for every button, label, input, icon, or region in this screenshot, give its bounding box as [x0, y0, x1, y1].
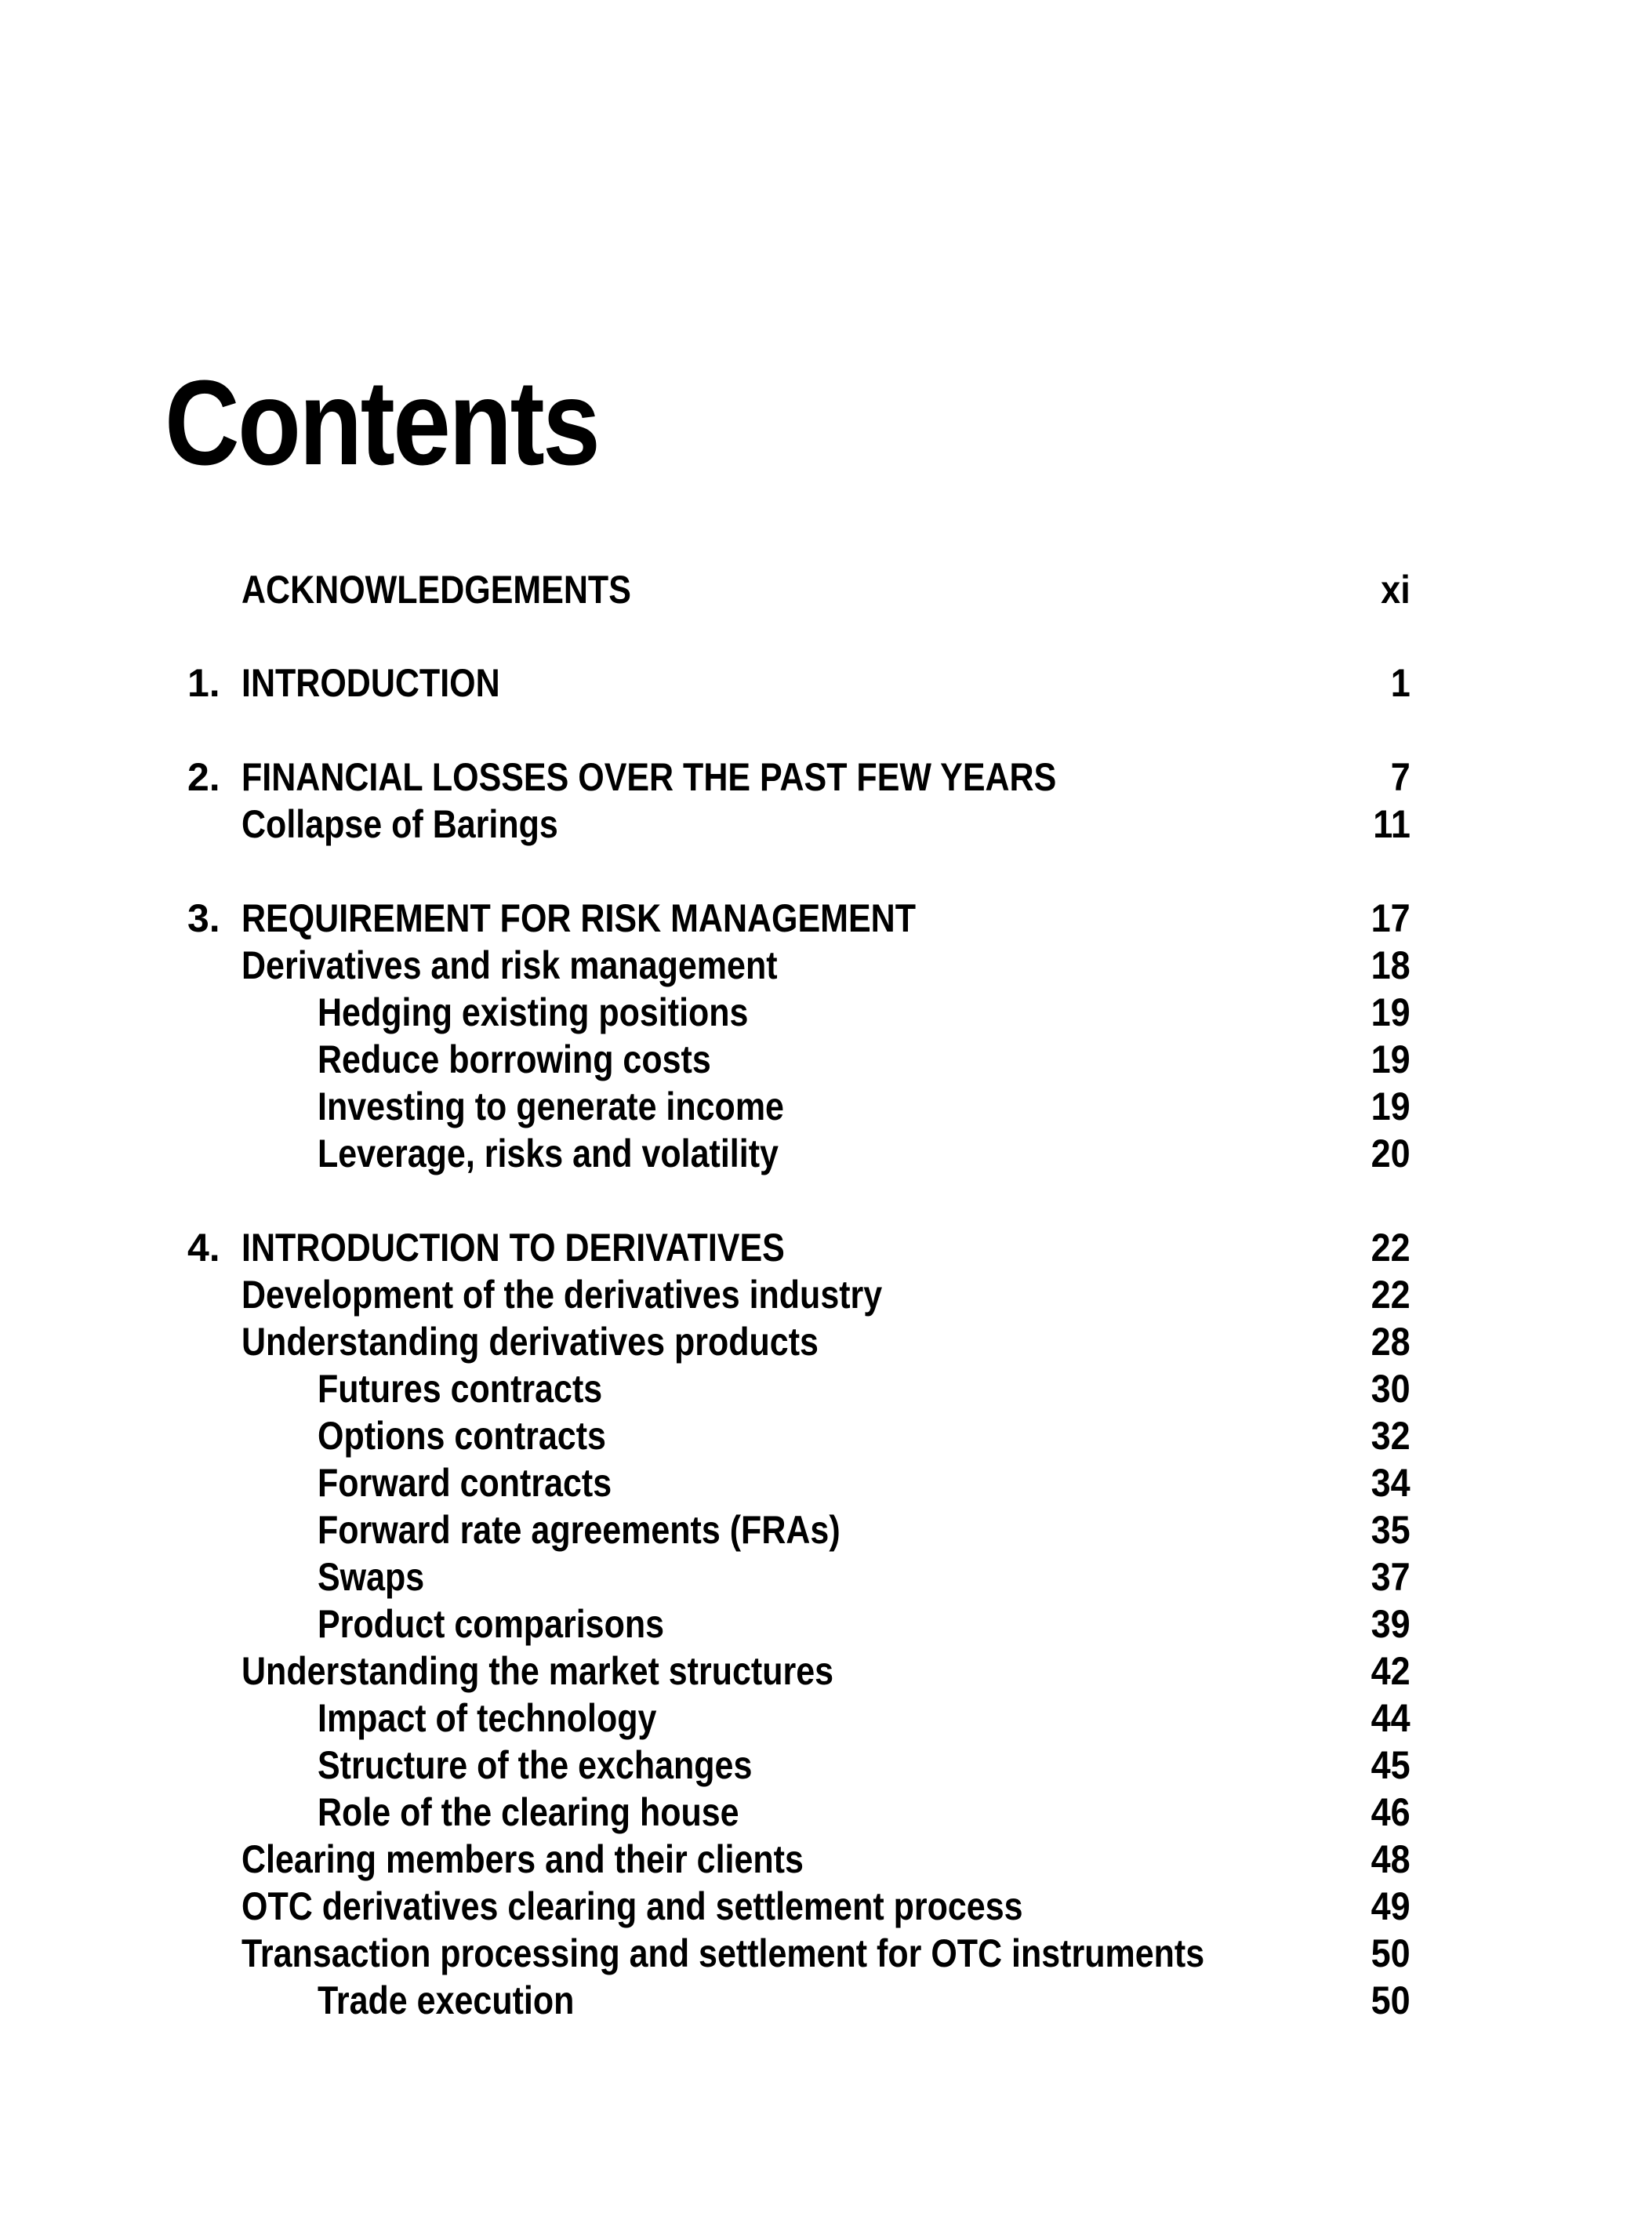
toc-entry-label: Investing to generate income [318, 1084, 784, 1128]
toc-entry-page: 18 [1371, 943, 1411, 987]
toc-entry-subsection[interactable] [0, 1412, 1652, 1459]
toc-entry-label: Transaction processing and settlement for OTC instruments [241, 1931, 1205, 1975]
toc-entry-page: 32 [1371, 1414, 1411, 1458]
toc-entry-page: 1 [1390, 661, 1411, 705]
toc-entry-page: 50 [1371, 1978, 1411, 2022]
toc-entry-label: Reduce borrowing costs [318, 1037, 711, 1081]
toc-entry-subsection[interactable] [0, 1506, 1652, 1553]
toc-entry-label: Impact of technology [318, 1696, 657, 1740]
toc-entry-label: Development of the derivatives industry [241, 1273, 883, 1317]
toc-entry-page: 45 [1371, 1743, 1411, 1787]
toc-entry-subsection[interactable] [0, 1977, 1652, 2024]
toc-entry-page: 30 [1371, 1367, 1411, 1411]
toc-entry-subsection[interactable] [0, 1695, 1652, 1742]
toc-entry-chapter-4[interactable] [0, 1224, 1652, 1271]
toc-entry-label: Understanding derivatives products [241, 1320, 819, 1364]
toc-entry-page: 37 [1371, 1555, 1411, 1599]
toc-entry-label: INTRODUCTION [241, 661, 500, 705]
toc-entry-page: 49 [1371, 1884, 1411, 1928]
toc-entry-section[interactable] [0, 1318, 1652, 1365]
toc-entry-subsection[interactable] [0, 1742, 1652, 1789]
toc-entry-label: ACKNOWLEDGEMENTS [241, 568, 631, 612]
toc-entry-label: Forward rate agreements (FRAs) [318, 1508, 841, 1552]
toc-entry-page: 19 [1371, 1037, 1411, 1081]
toc-entry-section[interactable] [0, 1883, 1652, 1930]
toc-entry-label: Product comparisons [318, 1602, 665, 1646]
toc-entry-page: 22 [1371, 1273, 1411, 1317]
toc-entry-subsection[interactable] [0, 1553, 1652, 1600]
toc-entry-page: 44 [1371, 1696, 1411, 1740]
toc-entry-label: Futures contracts [318, 1367, 603, 1411]
toc-entry-section[interactable] [0, 1648, 1652, 1695]
toc-entry-page: 46 [1371, 1790, 1411, 1834]
toc-entry-chapter-3[interactable] [0, 895, 1652, 942]
toc-entry-section[interactable] [0, 942, 1652, 989]
toc-entry-label: Hedging existing positions [318, 990, 749, 1034]
toc-entry-page: 50 [1371, 1931, 1411, 1975]
toc-entry-subsection[interactable] [0, 1130, 1652, 1177]
toc-entry-number: 4. [187, 1226, 220, 1270]
toc-entry-label: Leverage, risks and volatility [318, 1132, 779, 1175]
toc-entry-page: 17 [1371, 896, 1411, 940]
toc-entry-page: 20 [1371, 1132, 1411, 1175]
toc-entry-page: 19 [1371, 1084, 1411, 1128]
toc-entry-subsection[interactable] [0, 1600, 1652, 1648]
toc-entry-section[interactable] [0, 1836, 1652, 1883]
toc-entry-label: Forward contracts [318, 1461, 612, 1505]
toc-entry-label: Role of the clearing house [318, 1790, 739, 1834]
toc-entry-section[interactable] [0, 1930, 1652, 1977]
toc-entry-label: Swaps [318, 1555, 425, 1599]
toc-entry-chapter-2[interactable] [0, 754, 1652, 801]
toc-entry-label: Understanding the market structures [241, 1649, 834, 1693]
toc-entry-page: 22 [1371, 1226, 1411, 1270]
toc-entry-subsection[interactable] [0, 989, 1652, 1036]
toc-entry-page: 34 [1371, 1461, 1411, 1505]
toc-entry-page: 48 [1371, 1837, 1411, 1881]
toc-entry-page: 35 [1371, 1508, 1411, 1552]
toc-entry-subsection[interactable] [0, 1036, 1652, 1083]
toc-entry-label: INTRODUCTION TO DERIVATIVES [241, 1226, 785, 1270]
page-title: Contents [165, 355, 599, 490]
toc-entry-label: Structure of the exchanges [318, 1743, 753, 1787]
toc-entry-subsection[interactable] [0, 1365, 1652, 1412]
toc-entry-label: Trade execution [318, 1978, 575, 2022]
toc-entry-page: 11 [1373, 802, 1411, 846]
toc-entry-page: 39 [1371, 1602, 1411, 1646]
toc-entry-page: xi [1381, 568, 1411, 612]
toc-entry-subsection[interactable] [0, 1789, 1652, 1836]
toc-entry-number: 3. [187, 896, 220, 940]
toc-entry-page: 42 [1371, 1649, 1411, 1693]
toc-entry-page: 19 [1371, 990, 1411, 1034]
toc-entry-number: 2. [187, 755, 220, 799]
toc-entry-label: Derivatives and risk management [241, 943, 778, 987]
toc-entry-label: Clearing members and their clients [241, 1837, 804, 1881]
toc-entry-label: Collapse of Barings [241, 802, 558, 846]
toc-entry-number: 1. [187, 661, 220, 705]
toc-entry-label: REQUIREMENT FOR RISK MANAGEMENT [241, 896, 916, 940]
toc-entry-chapter-1[interactable] [0, 659, 1652, 707]
toc-entry-label: FINANCIAL LOSSES OVER THE PAST FEW YEARS [241, 755, 1057, 799]
toc-entry-section[interactable] [0, 801, 1652, 848]
toc-entry-acknowledgements[interactable] [0, 566, 1652, 613]
toc-entry-subsection[interactable] [0, 1083, 1652, 1130]
toc-entry-label: Options contracts [318, 1414, 606, 1458]
toc-entry-label: OTC derivatives clearing and settlement process [241, 1884, 1023, 1928]
toc-entry-page: 28 [1371, 1320, 1411, 1364]
toc-entry-page: 7 [1390, 755, 1411, 799]
toc-entry-subsection[interactable] [0, 1459, 1652, 1506]
toc-entry-section[interactable] [0, 1271, 1652, 1318]
